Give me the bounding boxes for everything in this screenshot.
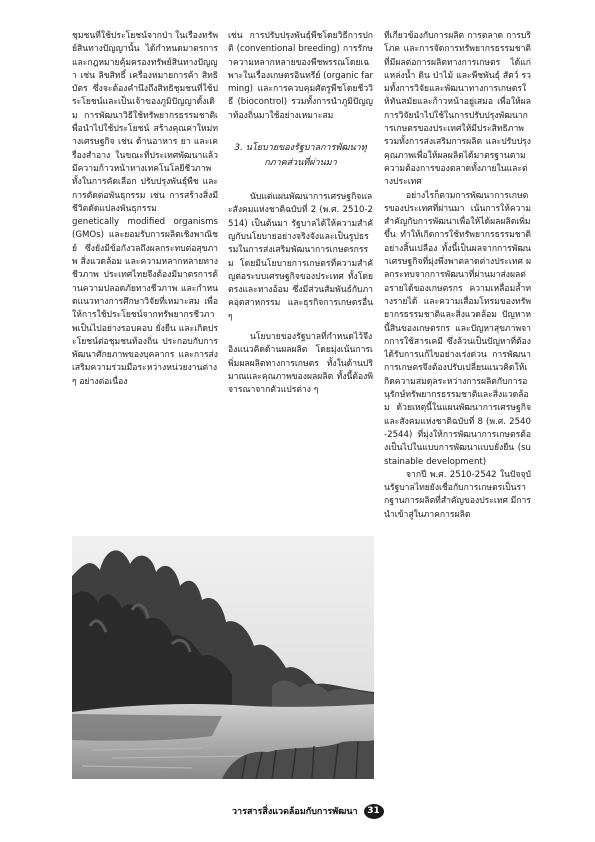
paragraph: จากปี พ.ศ. 2510-2542 ในปัจจุบันรัฐบาลไทยยังเชื่อกับการเกษตรเป็นรากฐานการผลิตที่สำคัญของประเทศ มีการนำเข้าสู่ในภาคการผลิต [384,469,531,520]
paragraph: นโยบายของรัฐบาลที่กำหนดไว้จึงอิงแนวคิดด้านผลผลิต โดยมุ่งเน้นการเพิ่มผลผลิตทางการเกษตร ทั้งในด้านปริมาณและคุณภาพของผลผลิต ทั้งนี้ต้องพิจารณาจากตัวแปรต่าง ๆ [228,332,373,396]
paragraph: อย่างไรก็ตามการพัฒนาการเกษตรของประเทศที่ผ่านมา เน้นการให้ความสำคัญกับการพัฒนาเพื่อให้ได้ผลผลิตเพิ่มขึ้น ทำให้เกิดการใช้ทรัพยากรธรรมชาติอย่างสิ้นเปลือง ทั้งนี้เป็นผลจากการพัฒนาเศรษฐกิจที่มุ่งพึ่งพาตลาดต่างประเทศ ผลกระทบจากการพัฒนาที่ผ่านมาส่งผลต่อรายได้ของเกษตรกร ความเหลื่อมล้ำทางรายได้ และความเสื่อมโทรมของทรัพยากรธรรมชาติและสิ่งแวดล้อม ปัญหาหนี้สินของเกษตรกร และปัญหาสุขภาพจากการใช้สารเคมี ซึ่งล้วนเป็นปัญหาที่ต้องได้รับการแก้ไขอย่างเร่งด่วน การพัฒนาการเกษตรจึงต้องปรับเปลี่ยนแนวคิดให้เกิดความสมดุลระหว่างการผลิตกับการอนุรักษ์ทรัพยากรธรรมชาติและสิ่งแวดล้อม ด้วยเหตุนี้ในแผนพัฒนาการเศรษฐกิจและสังคมแห่งชาติฉบับที่ 8 (พ.ศ. 2540-2544) ที่มุ่งให้การพัฒนาการเกษตรต้องเป็นไปในแบบการพัฒนาแบบยั่งยืน (sustainable development) [384,190,531,467]
paragraph: นับแต่แผนพัฒนาการเศรษฐกิจและสังคมแห่งชาติฉบับที่ 2 (พ.ศ. 2510-2514) เป็นต้นมา รัฐบาลได้ให้ความสำคัญกับนโยบายอย่างจริงจังและเป็นรูปธรรมในการส่งเสริมพัฒนาการเกษตรกรรม โดยมีนโยบายการเกษตรที่ความสำคัญต่อระบบเศรษฐกิจของประเทศ ทั้งโดยตรงและทางอ้อม ซึ่งมีส่วนสัมพันธ์กับภาคอุตสาหกรรม และธุรกิจการเกษตรอื่น ๆ [228,192,373,322]
text-column-2 [228,30,373,558]
page-number: 31 [364,804,384,819]
section-heading: 3. นโยบายของรัฐบาลการพัฒนาทุกภาคส่วนที่ผ่านมา [234,143,367,169]
text-column-1 [72,30,218,532]
paragraph: ชุมชนที่ใช้ประโยชน์จากป่า ในเรื่องทรัพย์สินทางปัญญานั้น ได้กำหนดมาตรการและกฎหมายคุ้มครองทรัพย์สินทางปัญญา เช่น ลิขสิทธิ์ เครื่องหมายการค้า สิทธิบัตร ซึ่งจะต้องคำนึงถึงสิทธิชุมชนที่ใช้ประโยชน์และเป็นเจ้าของภูมิปัญญาดั้งเดิม การพัฒนาวิธีใช้ทรัพยากรธรรมชาติเพื่อนำไปใช้ประโยชน์ สร้างคุณค่าใหม่ทางเศรษฐกิจ เช่น ด้านอาหาร ยา และเครื่องสำอาง ในขณะที่ประเทศพัฒนาแล้วมีความก้าวหน้าทางเทคโนโลยีชีวภาพ ทั้งในการคัดเลือก ปรับปรุงพันธุ์พืช และการตัดต่อพันธุกรรม เช่น การสร้างสิ่งมีชีวิตดัดแปลงพันธุกรรม [72,31,218,214]
paragraph: genetically modified organisms (GMOs) และยอมรับการผลิตเชิงพาณิชย์ ซึ่งยังมีข้อกังวลถึงผลกระทบต่อสุขภาพ สิ่งแวดล้อม และความหลากหลายทางชีวภาพ ประเทศไทยจึงต้องมีมาตรการด้านความปลอดภัยทางชีวภาพ และกำหนดแนวทางการศึกษาวิจัยที่เหมาะสม เพื่อให้การใช้ประโยชน์จากทรัพยากรชีวภาพเป็นไปอย่างรอบคอบ ยั่งยืน และเกิดประโยชน์ต่อชุมชนท้องถิ่น ประกอบกับการพัฒนาศักยภาพของบุคลากร และการส่งเสริมความร่วมมือระหว่างหน่วยงานต่าง ๆ อย่างต่อเนื่อง [72,217,218,387]
landscape-photo [72,536,374,779]
paragraph: เช่น การปรับปรุงพันธุ์พืชโดยวิธีการปกติ (conventional breeding) การรักษาความหลากหลายของพืชพรรณโดยเฉพาะในเรื่องเกษตรอินทรีย์ (organic farming) และการควบคุมศัตรูพืชโดยชีววิธี (biocontrol) รวมทั้งการนำภูมิปัญญาท้องถิ่นมาใช้อย่างเหมาะสม [228,31,373,121]
text-column-3 [384,30,531,800]
journal-title: วารสารสิ่งแวดล้อมกับการพัฒนา [232,807,358,817]
paragraph: ที่เกี่ยวข้องกับการผลิต การตลาด การบริโภค และการจัดการทรัพยากรธรรมชาติ ที่มีผลต่อการผลิตทางการเกษตร ได้แก่ แหล่งน้ำ ดิน ป่าไม้ และพืชพันธุ์ สัตว์ รวมทั้งการวิจัยและพัฒนาทางการเกษตรให้ทันสมัยและก้าวหน้าอยู่เสมอ เพื่อให้ผลการวิจัยนำไปใช้ในการปรับปรุงพัฒนาการเกษตรของประเทศให้มีประสิทธิภาพ รวมทั้งการส่งเสริมการผลิต และปรับปรุงคุณภาพเพื่อให้ผลผลิตได้มาตรฐานตามความต้องการของตลาดทั้งภายในและต่างประเทศ [384,31,531,188]
page-footer [232,803,384,819]
